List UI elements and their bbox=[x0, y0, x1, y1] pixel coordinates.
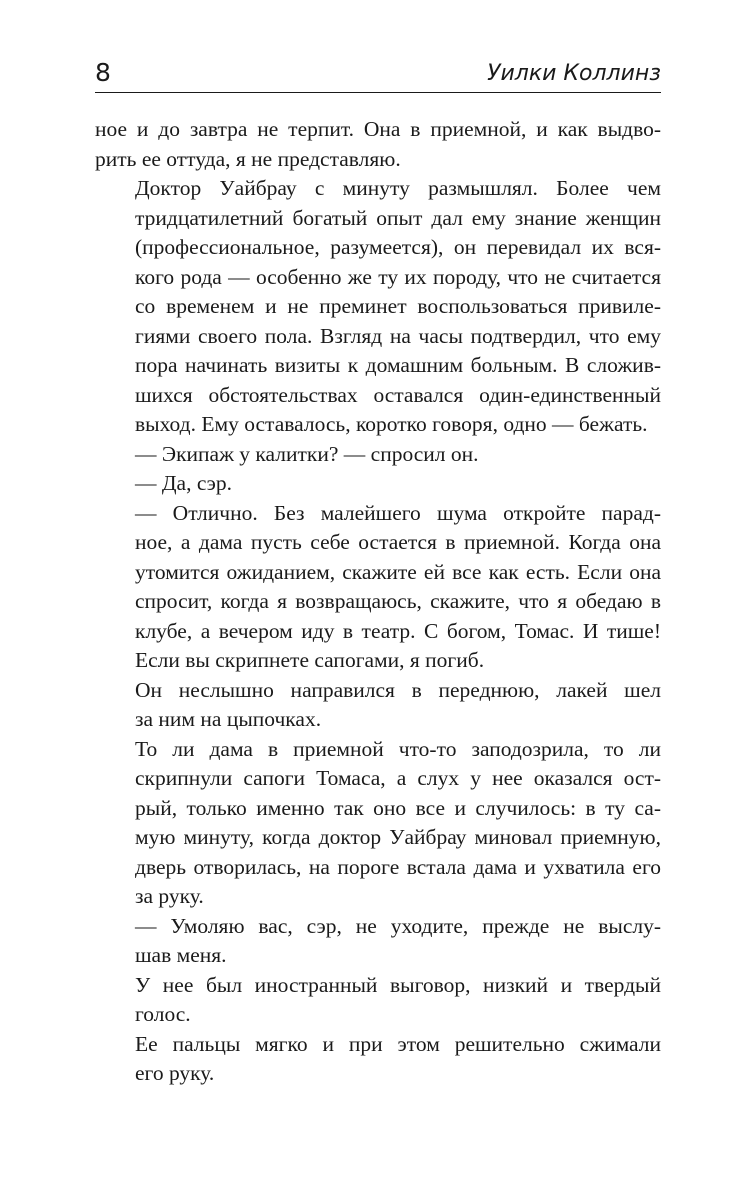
paragraph bbox=[95, 912, 661, 971]
paragraph bbox=[95, 115, 661, 174]
text-line: утомится ожиданием, скажите ей все как есть. Если она bbox=[135, 559, 661, 584]
text-line: — Умоляю вас, сэр, не уходите, прежде не выслу- bbox=[135, 913, 661, 938]
text-line: скрипнули сапоги Томаса, а слух у нее оказался ост- bbox=[135, 766, 661, 790]
text-line: кого рода — особенно же ту их породу, что не считается bbox=[135, 264, 661, 289]
text-line: У нее был иностранный выговор, низкий и твердый bbox=[135, 972, 661, 997]
text-line: шихся обстоятельствах оставался один-единственный bbox=[135, 382, 661, 407]
paragraph bbox=[95, 1030, 661, 1089]
text-line: Он неслышно направился в переднюю, лакей шел bbox=[135, 677, 661, 702]
paragraph bbox=[95, 469, 661, 499]
paragraph bbox=[95, 676, 661, 735]
running-head-author: Уилки Коллинз bbox=[487, 61, 661, 86]
text-line: тридцатилетний богатый опыт дал ему знание женщин bbox=[135, 205, 661, 230]
text-line: голос. bbox=[135, 1002, 191, 1026]
paragraph bbox=[95, 174, 661, 440]
book-page bbox=[95, 54, 661, 1089]
text-line: рить ее оттуда, я не представляю. bbox=[95, 146, 401, 171]
text-line: То ли дама в приемной что-то заподозрила, то ли bbox=[135, 736, 661, 761]
text-line: — Да, сэр. bbox=[135, 471, 232, 495]
running-head bbox=[95, 54, 661, 93]
text-line: клубе, а вечером иду в театр. С богом, Томас. И тише! bbox=[135, 618, 661, 643]
text-line: Доктор Уайбрау с минуту размышлял. Более чем bbox=[135, 176, 661, 200]
paragraph bbox=[95, 499, 661, 676]
page-number: 8 bbox=[95, 58, 111, 87]
text-line: ное и до завтра не терпит. Она в приемной, и как выдво- bbox=[95, 117, 661, 141]
text-line: шав меня. bbox=[135, 943, 227, 967]
text-line: мую минуту, когда доктор Уайбрау миновал приемную, bbox=[135, 825, 661, 849]
text-line: Если вы скрипнете сапогами, я погиб. bbox=[135, 648, 485, 672]
text-line: гиями своего пола. Взгляд на часы подтвердил, что ему bbox=[135, 323, 661, 348]
text-line: пора начинать визиты к домашним больным. В сложив- bbox=[135, 353, 661, 377]
text-line: рый, только именно так оно все и случилось: в ту са- bbox=[135, 795, 661, 820]
paragraph bbox=[95, 735, 661, 912]
text-line: спросит, когда я возвращаюсь, скажите, что я обедаю в bbox=[135, 589, 661, 613]
text-line: Ее пальцы мягко и при этом решительно сжимали bbox=[135, 1031, 661, 1056]
text-line: его руку. bbox=[135, 1061, 215, 1085]
text-line: выход. Ему оставалось, коротко говоря, одно — бежать. bbox=[135, 412, 648, 436]
text-line: ное, а дама пусть себе остается в приемной. Когда она bbox=[135, 530, 661, 554]
text-line: — Экипаж у калитки? — спросил он. bbox=[135, 441, 479, 466]
text-line: дверь отворилась, на пороге встала дама и ухватила его bbox=[135, 854, 661, 879]
paragraph bbox=[95, 971, 661, 1030]
text-line: за руку. bbox=[135, 884, 204, 908]
text-line: — Отлично. Без малейшего шума откройте парад- bbox=[135, 500, 661, 525]
text-line: со временем и не преминет воспользоваться привиле- bbox=[135, 294, 661, 318]
text-line: за ним на цыпочках. bbox=[135, 707, 322, 731]
text-line: (профессиональное, разумеется), он перевидал их вся- bbox=[135, 235, 661, 259]
body-text bbox=[95, 115, 661, 1089]
paragraph bbox=[95, 440, 661, 470]
